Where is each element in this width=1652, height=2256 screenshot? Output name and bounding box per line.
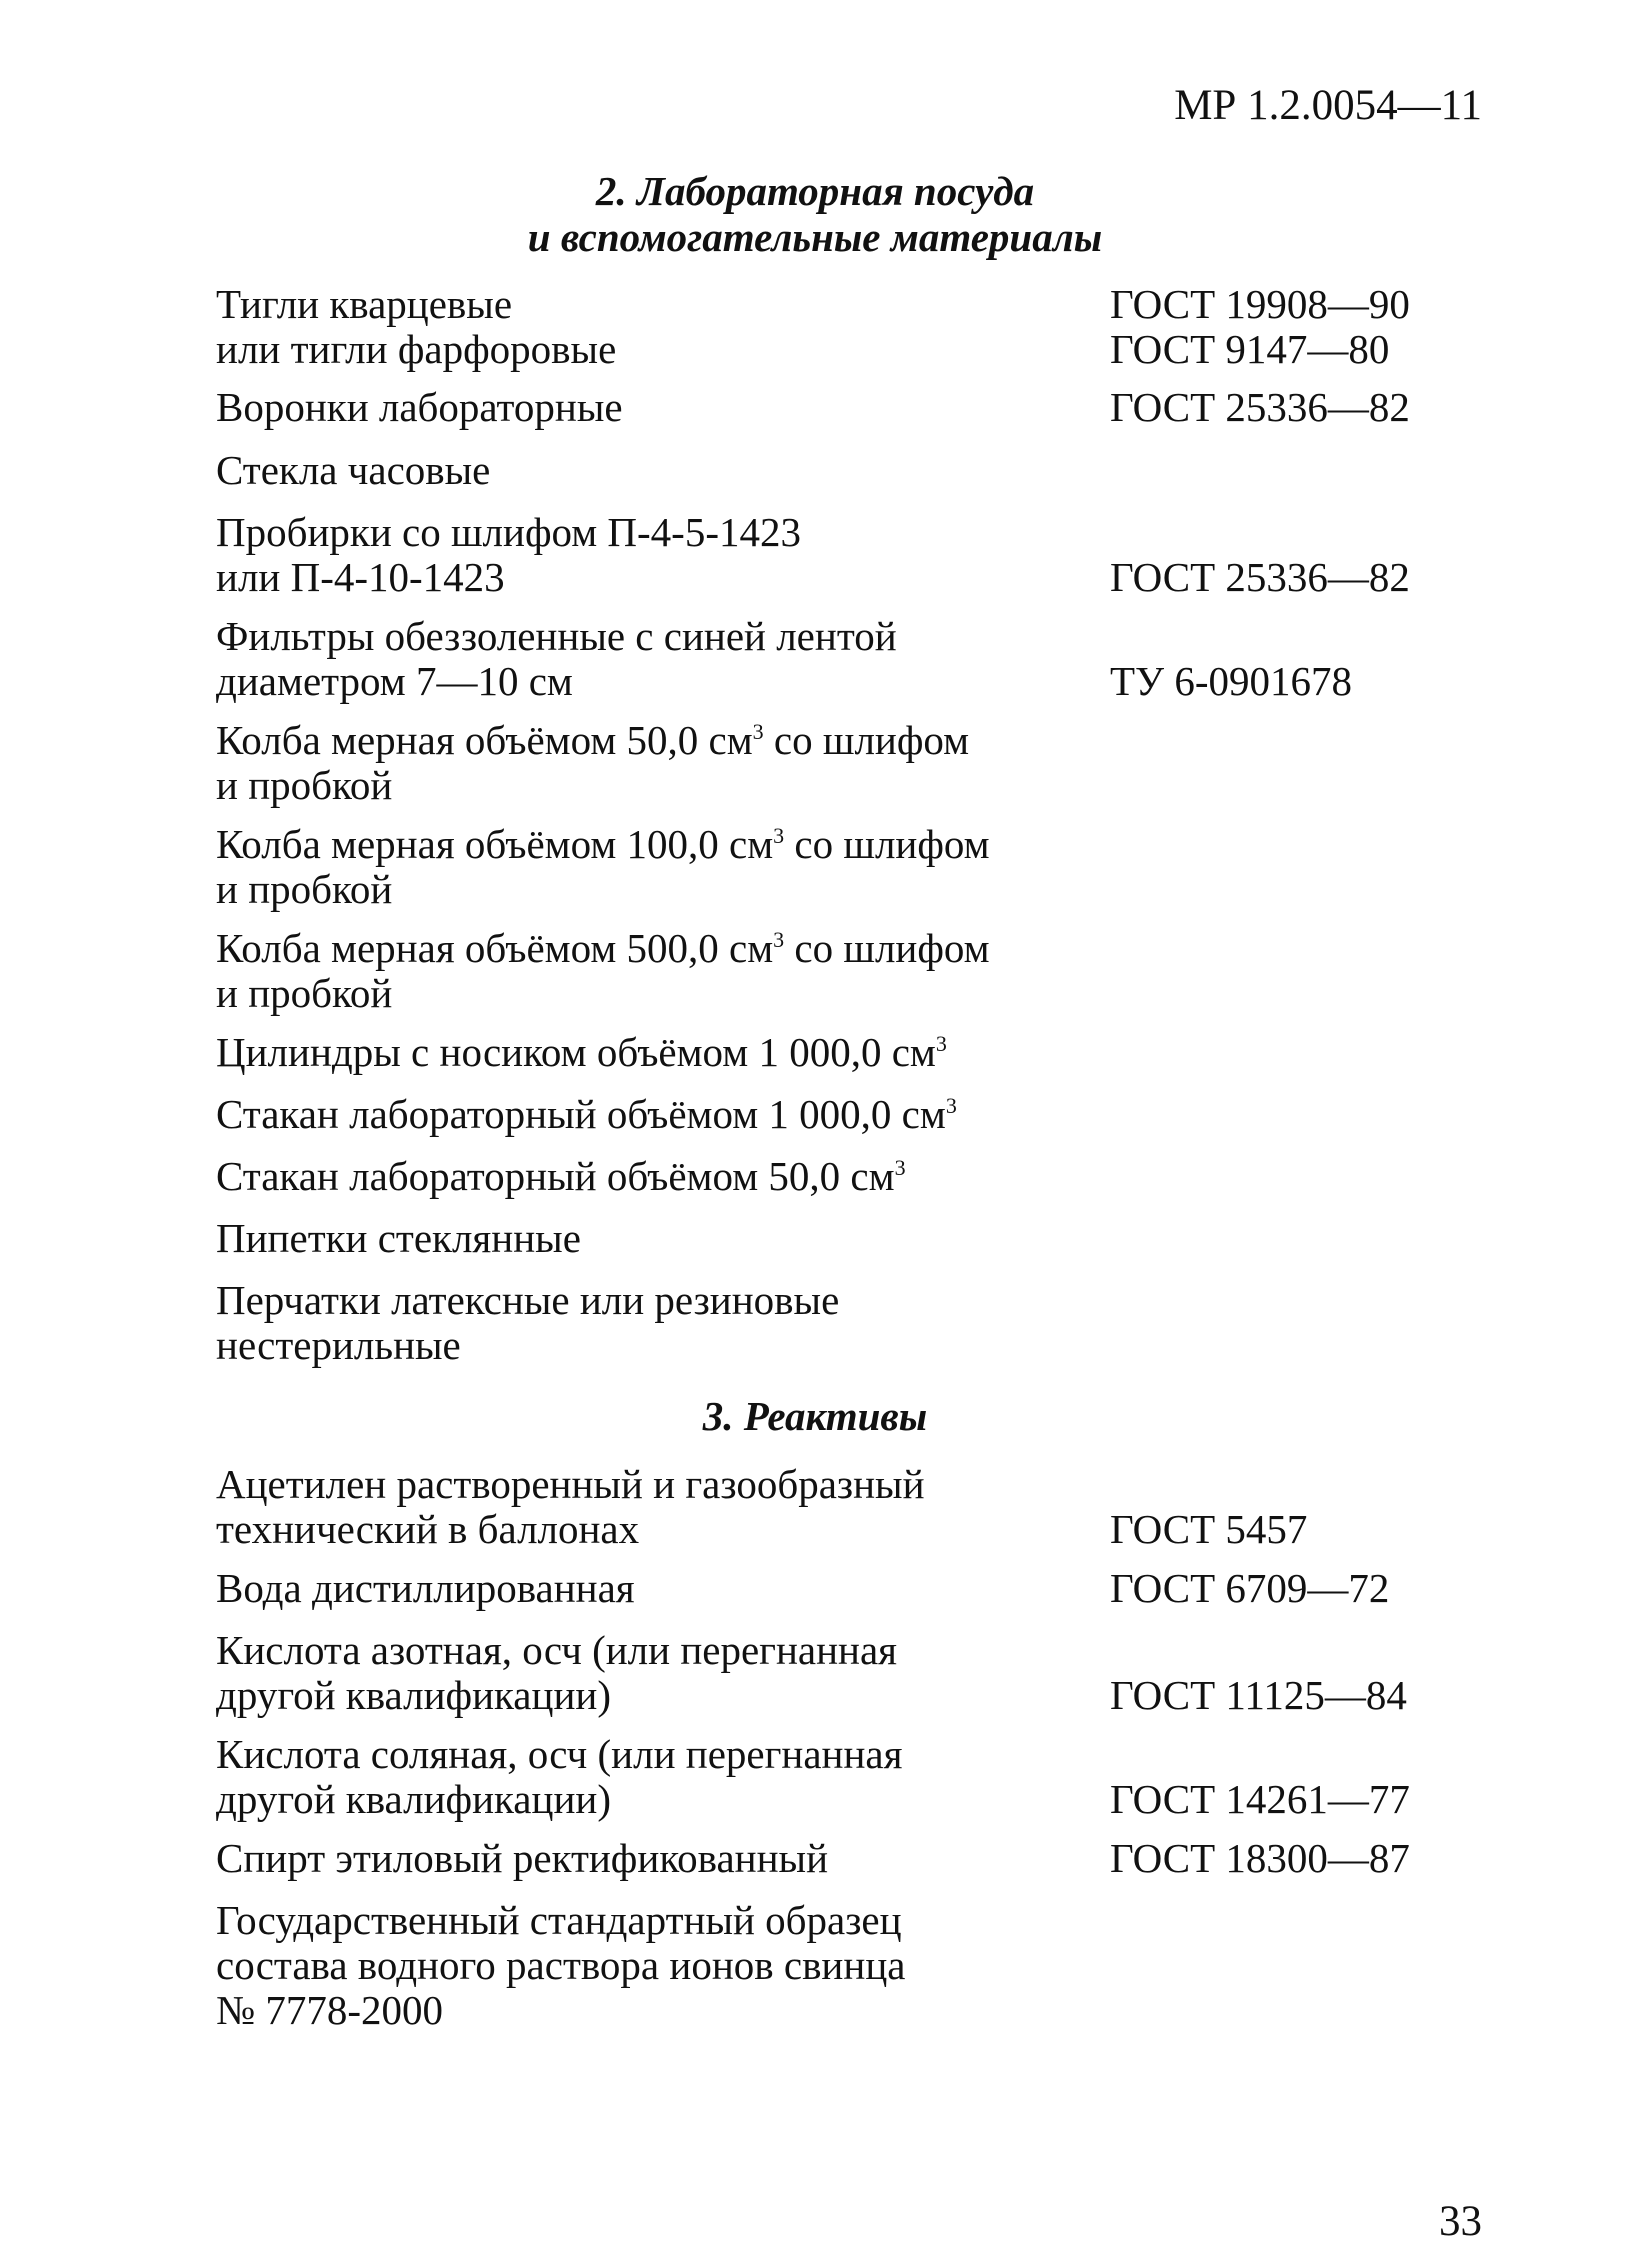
list-item: [216, 1898, 1436, 2033]
section-2-heading: [250, 168, 1380, 260]
item-name: Спирт этиловый ректификованный: [216, 1835, 829, 1881]
item-name: Цилиндры с носиком объёмом 1 000,0 $см^3$: [216, 1029, 947, 1075]
item-name: Пипетки стеклянные: [216, 1215, 581, 1261]
list-item: [216, 614, 1436, 704]
list-item: [216, 1092, 1436, 1137]
list-item: [216, 1462, 1436, 1552]
section-2-title-line1: 2. Лабораторная посуда: [595, 168, 1035, 214]
item-name: Колба мерная объёмом 100,0 $см^3$ со шлифом и пробкой: [216, 821, 990, 912]
item-standard: ГОСТ 6709—72: [1110, 1565, 1390, 1611]
list-item: [216, 1566, 1436, 1611]
list-item: [216, 718, 1436, 808]
list-item: [216, 385, 1436, 430]
list-item: [216, 448, 1436, 493]
list-item: [216, 822, 1436, 912]
item-standard: ГОСТ 25336—82: [1110, 384, 1410, 430]
item-name: Воронки лабораторные: [216, 384, 623, 430]
list-item: [216, 1154, 1436, 1199]
page-number: 33: [1439, 2198, 1482, 2245]
item-name: Стакан лабораторный объёмом 50,0 $см^3$: [216, 1153, 906, 1199]
item-standard: ТУ 6-0901678: [1110, 658, 1352, 704]
item-name: Пробирки со шлифом П-4-5-1423 или П-4-10-1423: [216, 509, 801, 600]
section-2-title-line2: и вспомогательные материалы: [527, 214, 1103, 260]
item-name: Государственный стандартный образец состава водного раствора ионов свинца № 7778-2000: [216, 1897, 906, 2033]
item-name: Стакан лабораторный объёмом 1 000,0 $см^3$: [216, 1091, 957, 1137]
list-item: [216, 1836, 1436, 1881]
list-item: [216, 282, 1436, 372]
item-name: Ацетилен растворенный и газообразный технический в баллонах: [216, 1461, 925, 1552]
item-name: Кислота азотная, осч (или перегнанная другой квалификации): [216, 1627, 898, 1718]
list-item: [216, 1628, 1436, 1718]
item-standard: ГОСТ 5457: [1110, 1506, 1308, 1552]
list-item: [216, 1216, 1436, 1261]
item-name: Вода дистиллированная: [216, 1565, 635, 1611]
list-item: [216, 1732, 1436, 1822]
section-3-heading: 3. Реактивы: [702, 1393, 928, 1439]
item-standard: ГОСТ 18300—87: [1110, 1835, 1410, 1881]
item-name: Кислота соляная, осч (или перегнанная другой квалификации): [216, 1731, 903, 1822]
list-item: [216, 510, 1436, 600]
list-item: [216, 1278, 1436, 1368]
item-name: Колба мерная объёмом 50,0 $см^3$ со шлифом и пробкой: [216, 717, 970, 808]
list-item: [216, 1030, 1436, 1075]
item-name: Перчатки латексные или резиновые нестерильные: [216, 1277, 840, 1368]
item-standard: ГОСТ 14261—77: [1110, 1776, 1410, 1822]
item-standard: ГОСТ 11125—84: [1110, 1672, 1407, 1718]
item-name: Колба мерная объёмом 500,0 $см^3$ со шлифом и пробкой: [216, 925, 990, 1016]
document-code: МР 1.2.0054—11: [1174, 82, 1482, 129]
item-standard: ГОСТ 9147—80: [1110, 326, 1390, 372]
item-standard: ГОСТ 25336—82: [1110, 554, 1410, 600]
item-standard: ГОСТ 19908—90: [1110, 281, 1410, 327]
item-name: Тигли кварцевые или тигли фарфоровые: [216, 281, 617, 372]
list-item: [216, 926, 1436, 1016]
item-name: Фильтры обеззоленные с синей лентой диаметром 7—10 см: [216, 613, 897, 704]
item-name: Стекла часовые: [216, 447, 491, 493]
